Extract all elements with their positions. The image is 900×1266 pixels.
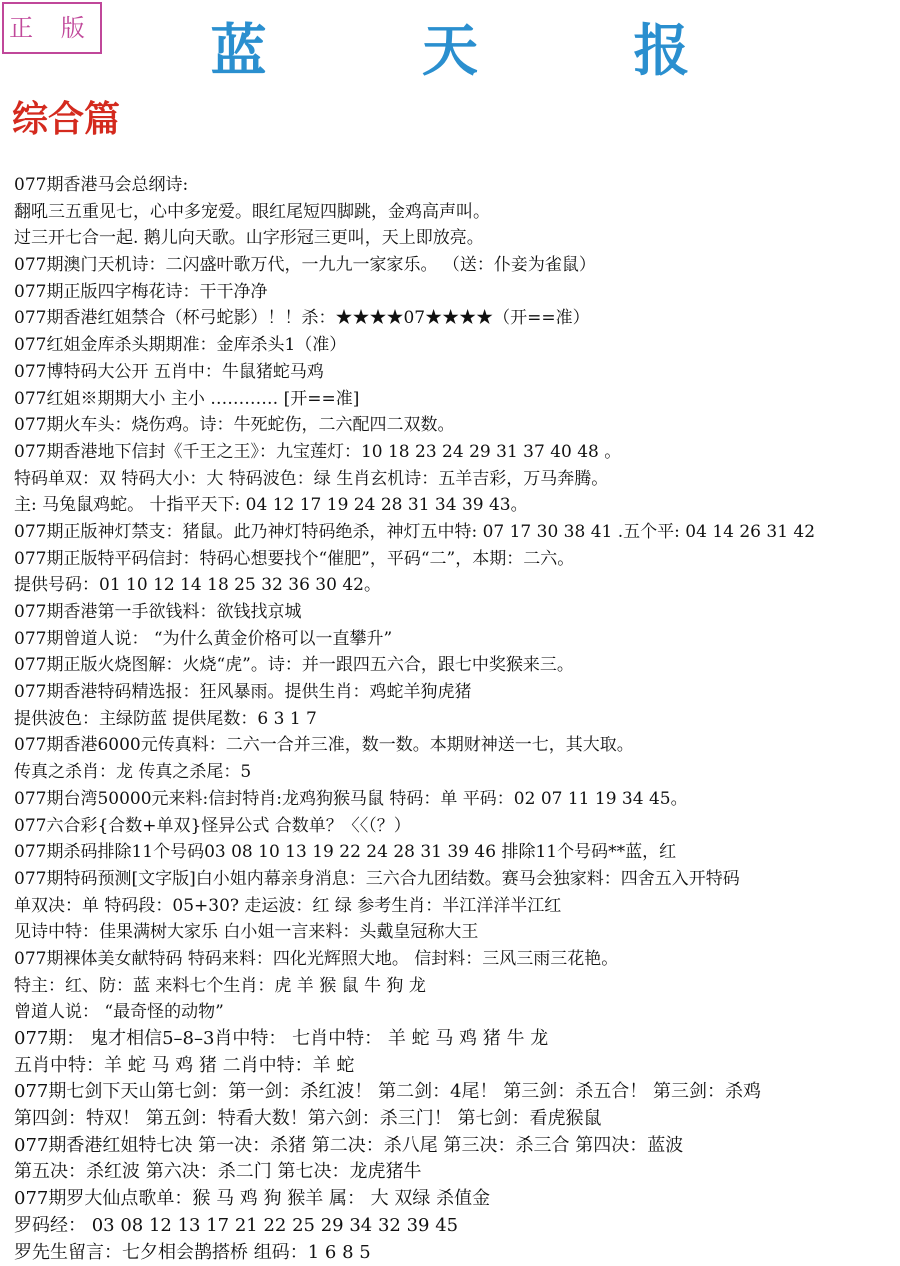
text-line: 077期罗大仙点歌单：猴 马 鸡 狗 猴羊 属： 大 双绿 杀值金	[14, 1186, 898, 1213]
text-line: 077期裸体美女献特码 特码来料：四化光辉照大地。 信封料：三风三雨三花艳。	[14, 946, 898, 973]
text-line: 077期台湾50000元来料:信封特肖:龙鸡狗猴马鼠 特码：单 平码：02 07 11 19 34 45。	[14, 786, 898, 813]
text-line: 077期曾道人说： “为什么黄金价格可以一直攀升”	[14, 626, 898, 653]
text-line: 特主：红、防：蓝 来料七个生肖：虎 羊 猴 鼠 牛 狗 龙	[14, 973, 898, 1000]
text-line: 077期杀码排除11个号码03 08 10 13 19 22 24 28 31 39 46 排除11个号码**蓝，红	[14, 839, 898, 866]
authentic-edition-badge: 正 版	[2, 2, 102, 54]
text-line: 第五决：杀红波 第六决：杀二门 第七决：龙虎猪牛	[14, 1159, 898, 1186]
text-line: 特码单双：双 特码大小：大 特码波色：绿 生肖玄机诗：五羊吉彩，万马奔腾。	[14, 466, 898, 493]
text-line: 传真之杀肖：龙 传真之杀尾：5	[14, 759, 898, 786]
text-line: 见诗中特：佳果满树大家乐 白小姐一言来料：头戴皇冠称大王	[14, 919, 898, 946]
text-line: 077期正版特平码信封：特码心想要找个“催肥”，平码“二”，本期：二六。	[14, 546, 898, 573]
newspaper-title: 蓝 天 报	[0, 16, 900, 86]
text-line: 第四剑：特双！ 第五剑：特看大数！第六剑：杀三门！ 第七剑：看虎猴鼠	[14, 1106, 898, 1133]
text-line: 翻吼三五重见七，心中多宠爱。眼红尾短四脚跳，金鸡高声叫。	[14, 199, 898, 226]
text-line: 077期七剑下天山第七剑：第一剑：杀红波！ 第二剑：4尾！ 第三剑：杀五合！ 第三剑：杀鸡	[14, 1079, 898, 1106]
text-line: 077期香港马会总纲诗:	[14, 172, 898, 199]
text-line: 077期正版四字梅花诗：干干净净	[14, 279, 898, 306]
text-line: 077期香港红姐禁合（杯弓蛇影）！！杀：★★★★07★★★★（开==准）	[14, 305, 898, 332]
text-line: 077期特码预测[文字版]白小姐内幕亲身消息：三六合九团结数。赛马会独家料：四舍五入开特码	[14, 866, 898, 893]
text-line: 077期火车头：烧伤鸡。诗：牛死蛇伤，二六配四二双数。	[14, 412, 898, 439]
text-line: 077期香港6000元传真料：二六一合并三准，数一数。本期财神送一七，其大取。	[14, 732, 898, 759]
text-line: 罗先生留言：七夕相会鹊搭桥 组码：1 6 8 5	[14, 1240, 898, 1266]
text-line: 曾道人说： “最奇怪的动物”	[14, 999, 898, 1026]
text-line: 077期香港第一手欲钱料：欲钱找京城	[14, 599, 898, 626]
text-line: 077期澳门天机诗：二闪盛叶歌万代，一九九一家家乐。 （送：仆妾为雀鼠）	[14, 252, 898, 279]
text-line: 077期香港特码精选报：狂风暴雨。提供生肖：鸡蛇羊狗虎猪	[14, 679, 898, 706]
text-line: 077期正版火烧图解：火烧“虎”。诗：并一跟四五六合，跟七中奖猴来三。	[14, 652, 898, 679]
text-line: 提供号码：01 10 12 14 18 25 32 36 30 42。	[14, 572, 898, 599]
content-lines	[14, 172, 898, 1266]
section-heading: 综合篇	[12, 94, 120, 144]
text-line: 五肖中特：羊 蛇 马 鸡 猪 二肖中特：羊 蛇	[14, 1053, 898, 1080]
text-line: 077博特码大公开 五肖中：牛鼠猪蛇马鸡	[14, 359, 898, 386]
text-line: 提供波色：主绿防蓝 提供尾数：6 3 1 7	[14, 706, 898, 733]
text-line: 077红姐金库杀头期期准：金库杀头1（准）	[14, 332, 898, 359]
text-line: 077期香港红姐特七决 第一决：杀猪 第二决：杀八尾 第三决：杀三合 第四决：蓝波	[14, 1133, 898, 1160]
text-line: 罗码经： 03 08 12 13 17 21 22 25 29 34 32 39 45	[14, 1213, 898, 1240]
text-line: 077期： 鬼才相信5–8–3肖中特： 七肖中特： 羊 蛇 马 鸡 猪 牛 龙	[14, 1026, 898, 1053]
text-line: 077期正版神灯禁支：猪鼠。此乃神灯特码绝杀，神灯五中特: 07 17 30 38 41 .五个平: 04 14 26 31 42	[14, 519, 898, 546]
text-line: 单双决：单 特码段：05+30? 走运波：红 绿 参考生肖：半江洋洋半江红	[14, 893, 898, 920]
text-line: 主: 马兔鼠鸡蛇。 十指平天下: 04 12 17 19 24 28 31 34 39 43。	[14, 492, 898, 519]
text-line: 077红姐※期期大小 主小 ………… [开==准]	[14, 386, 898, 413]
text-line: 077期香港地下信封《千王之王》：九宝莲灯：10 18 23 24 29 31 37 40 48 。	[14, 439, 898, 466]
text-line: 077六合彩{合数+单双}怪异公式 合数单？〈〈（？）	[14, 813, 898, 840]
text-line: 过三开七合一起. 鹅儿向天歌。山字形冠三更叫，天上即放亮。	[14, 225, 898, 252]
